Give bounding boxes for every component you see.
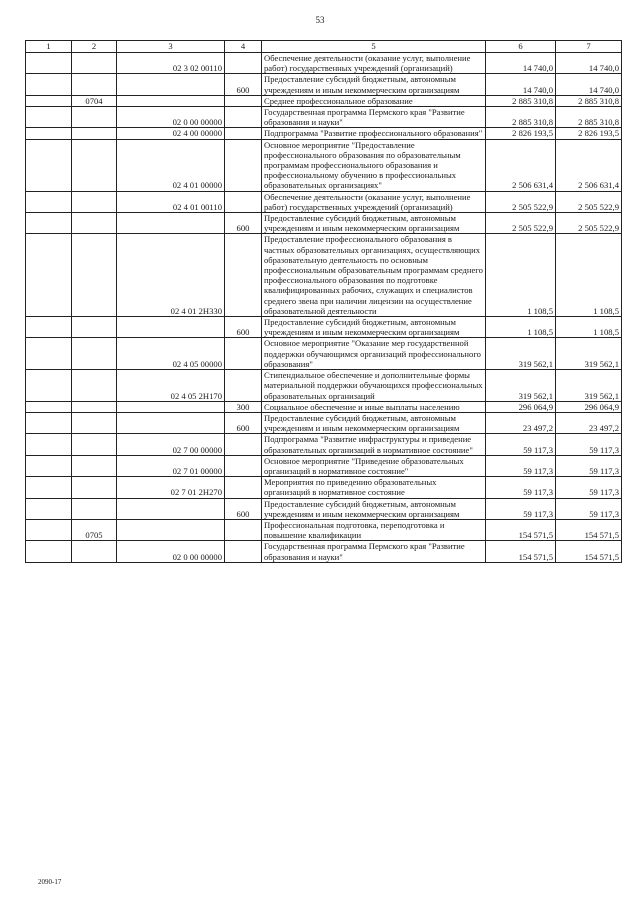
cell-section-code xyxy=(72,370,117,402)
cell-name: Профессиональная подготовка, переподготовка и повышение квалификации xyxy=(262,519,486,540)
cell-target-article: 02 4 05 00000 xyxy=(117,338,225,370)
table-header-row xyxy=(26,41,622,53)
cell-col1 xyxy=(26,317,72,338)
column-header: 7 xyxy=(556,41,622,53)
cell-col1 xyxy=(26,95,72,106)
cell-name: Подпрограмма "Развитие профессионального образования" xyxy=(262,128,486,139)
table-row xyxy=(26,107,622,128)
cell-name: Стипендиальное обеспечение и дополнительные формы материальной поддержки обучающихся профессиональных образовательных организаций xyxy=(262,370,486,402)
cell-amount-year2: 59 117,3 xyxy=(556,498,622,519)
table-row xyxy=(26,412,622,433)
cell-amount-year1: 2 826 193,5 xyxy=(486,128,556,139)
cell-amount-year1: 2 506 631,4 xyxy=(486,139,556,191)
cell-expense-type xyxy=(225,434,262,455)
table-row xyxy=(26,455,622,476)
cell-col1 xyxy=(26,191,72,212)
cell-amount-year2: 14 740,0 xyxy=(556,74,622,95)
column-header: 4 xyxy=(225,41,262,53)
table-row xyxy=(26,434,622,455)
table-row xyxy=(26,370,622,402)
cell-col1 xyxy=(26,412,72,433)
cell-expense-type xyxy=(225,519,262,540)
cell-expense-type xyxy=(225,455,262,476)
cell-target-article: 02 0 00 00000 xyxy=(117,107,225,128)
cell-expense-type: 600 xyxy=(225,213,262,234)
cell-amount-year1: 1 108,5 xyxy=(486,234,556,317)
cell-target-article xyxy=(117,213,225,234)
cell-amount-year1: 59 117,3 xyxy=(486,455,556,476)
cell-name: Предоставление субсидий бюджетным, автономным учреждениям и иным некоммерческим организациям xyxy=(262,213,486,234)
cell-name: Основное мероприятие "Приведение образовательных организаций в нормативное состояние" xyxy=(262,455,486,476)
cell-amount-year2: 59 117,3 xyxy=(556,434,622,455)
table-row xyxy=(26,139,622,191)
cell-target-article: 02 4 01 00000 xyxy=(117,139,225,191)
cell-expense-type xyxy=(225,191,262,212)
cell-amount-year1: 14 740,0 xyxy=(486,53,556,74)
table-row xyxy=(26,74,622,95)
cell-target-article: 02 4 05 2Н170 xyxy=(117,370,225,402)
cell-expense-type: 600 xyxy=(225,317,262,338)
column-header: 6 xyxy=(486,41,556,53)
cell-expense-type: 300 xyxy=(225,401,262,412)
cell-amount-year1: 59 117,3 xyxy=(486,434,556,455)
cell-section-code xyxy=(72,139,117,191)
cell-amount-year1: 154 571,5 xyxy=(486,519,556,540)
table-row xyxy=(26,401,622,412)
cell-section-code xyxy=(72,107,117,128)
cell-amount-year1: 2 505 522,9 xyxy=(486,213,556,234)
cell-col1 xyxy=(26,53,72,74)
cell-amount-year2: 59 117,3 xyxy=(556,455,622,476)
cell-expense-type: 600 xyxy=(225,498,262,519)
cell-target-article: 02 4 00 00000 xyxy=(117,128,225,139)
table-row xyxy=(26,53,622,74)
cell-amount-year2: 2 885 310,8 xyxy=(556,107,622,128)
column-header: 5 xyxy=(262,41,486,53)
cell-amount-year1: 59 117,3 xyxy=(486,477,556,498)
cell-amount-year1: 14 740,0 xyxy=(486,74,556,95)
cell-target-article xyxy=(117,498,225,519)
cell-amount-year2: 154 571,5 xyxy=(556,541,622,562)
cell-amount-year1: 1 108,5 xyxy=(486,317,556,338)
cell-target-article xyxy=(117,401,225,412)
cell-target-article xyxy=(117,317,225,338)
cell-col1 xyxy=(26,370,72,402)
cell-amount-year2: 2 885 310,8 xyxy=(556,95,622,106)
cell-col1 xyxy=(26,74,72,95)
cell-target-article: 02 7 01 2Н270 xyxy=(117,477,225,498)
cell-target-article: 02 7 00 00000 xyxy=(117,434,225,455)
cell-target-article: 02 0 00 00000 xyxy=(117,541,225,562)
cell-amount-year1: 2 505 522,9 xyxy=(486,191,556,212)
cell-col1 xyxy=(26,213,72,234)
table-row xyxy=(26,213,622,234)
cell-section-code xyxy=(72,455,117,476)
cell-expense-type xyxy=(225,338,262,370)
table-row xyxy=(26,128,622,139)
cell-name: Предоставление профессионального образования в частных образовательных организациях, осуществляющих образовательную деятельность по основным профессиональным образовательным программам среднего профессионального образования по подготовке квалифицированных рабочих, служащих и специалистов среднего звена при наличии лицензии на осуществление образовательной деятельности xyxy=(262,234,486,317)
cell-expense-type xyxy=(225,477,262,498)
cell-section-code xyxy=(72,317,117,338)
cell-name: Социальное обеспечение и иные выплаты населению xyxy=(262,401,486,412)
cell-expense-type xyxy=(225,128,262,139)
cell-amount-year2: 23 497,2 xyxy=(556,412,622,433)
column-header: 3 xyxy=(117,41,225,53)
table-row xyxy=(26,191,622,212)
cell-col1 xyxy=(26,139,72,191)
cell-target-article: 02 7 01 00000 xyxy=(117,455,225,476)
cell-expense-type xyxy=(225,541,262,562)
cell-expense-type xyxy=(225,139,262,191)
cell-name: Предоставление субсидий бюджетным, автономным учреждениям и иным некоммерческим организациям xyxy=(262,74,486,95)
cell-expense-type xyxy=(225,234,262,317)
cell-section-code xyxy=(72,477,117,498)
table-row xyxy=(26,95,622,106)
column-header: 1 xyxy=(26,41,72,53)
table-row xyxy=(26,519,622,540)
cell-amount-year2: 2 505 522,9 xyxy=(556,191,622,212)
cell-section-code xyxy=(72,74,117,95)
cell-name: Обеспечение деятельности (оказание услуг, выполнение работ) государственных учреждений (организаций) xyxy=(262,191,486,212)
cell-amount-year2: 14 740,0 xyxy=(556,53,622,74)
cell-amount-year2: 296 064,9 xyxy=(556,401,622,412)
cell-amount-year1: 319 562,1 xyxy=(486,338,556,370)
cell-section-code xyxy=(72,401,117,412)
cell-amount-year1: 2 885 310,8 xyxy=(486,95,556,106)
cell-amount-year2: 59 117,3 xyxy=(556,477,622,498)
cell-amount-year1: 319 562,1 xyxy=(486,370,556,402)
cell-target-article xyxy=(117,95,225,106)
cell-expense-type xyxy=(225,53,262,74)
cell-amount-year1: 2 885 310,8 xyxy=(486,107,556,128)
cell-section-code xyxy=(72,191,117,212)
cell-amount-year2: 154 571,5 xyxy=(556,519,622,540)
cell-name: Обеспечение деятельности (оказание услуг, выполнение работ) государственных учреждений (организаций) xyxy=(262,53,486,74)
cell-col1 xyxy=(26,234,72,317)
cell-col1 xyxy=(26,455,72,476)
cell-section-code xyxy=(72,541,117,562)
cell-section-code xyxy=(72,412,117,433)
table-row xyxy=(26,317,622,338)
table-row xyxy=(26,234,622,317)
cell-col1 xyxy=(26,338,72,370)
cell-expense-type xyxy=(225,370,262,402)
cell-amount-year1: 23 497,2 xyxy=(486,412,556,433)
budget-table xyxy=(25,40,622,563)
cell-section-code xyxy=(72,53,117,74)
cell-col1 xyxy=(26,519,72,540)
cell-name: Мероприятия по приведению образовательных организаций в нормативное состояние xyxy=(262,477,486,498)
cell-amount-year2: 319 562,1 xyxy=(556,370,622,402)
cell-target-article: 02 4 01 00110 xyxy=(117,191,225,212)
cell-name: Основное мероприятие "Предоставление профессионального образования по образовательным программам профессионального образования и профессиональному обучению в профессиональных образовательных организациях" xyxy=(262,139,486,191)
cell-name: Государственная программа Пермского края "Развитие образования и науки" xyxy=(262,107,486,128)
cell-col1 xyxy=(26,477,72,498)
cell-target-article xyxy=(117,412,225,433)
table-row xyxy=(26,338,622,370)
cell-section-code: 0704 xyxy=(72,95,117,106)
cell-section-code xyxy=(72,213,117,234)
cell-amount-year2: 2 505 522,9 xyxy=(556,213,622,234)
cell-target-article: 02 3 02 00110 xyxy=(117,53,225,74)
cell-col1 xyxy=(26,434,72,455)
cell-amount-year2: 2 506 631,4 xyxy=(556,139,622,191)
cell-name: Государственная программа Пермского края "Развитие образования и науки" xyxy=(262,541,486,562)
cell-name: Предоставление субсидий бюджетным, автономным учреждениям и иным некоммерческим организациям xyxy=(262,412,486,433)
cell-name: Подпрограмма "Развитие инфраструктуры и приведение образовательных организаций в нормативное состояние" xyxy=(262,434,486,455)
cell-amount-year1: 59 117,3 xyxy=(486,498,556,519)
cell-expense-type: 600 xyxy=(225,74,262,95)
cell-name: Среднее профессиональное образование xyxy=(262,95,486,106)
cell-amount-year2: 1 108,5 xyxy=(556,317,622,338)
cell-section-code xyxy=(72,434,117,455)
table-row xyxy=(26,498,622,519)
cell-target-article: 02 4 01 2Н330 xyxy=(117,234,225,317)
cell-col1 xyxy=(26,541,72,562)
cell-amount-year2: 319 562,1 xyxy=(556,338,622,370)
cell-col1 xyxy=(26,107,72,128)
cell-name: Предоставление субсидий бюджетным, автономным учреждениям и иным некоммерческим организациям xyxy=(262,498,486,519)
cell-name: Предоставление субсидий бюджетным, автономным учреждениям и иным некоммерческим организациям xyxy=(262,317,486,338)
footer-code: 2090-17 xyxy=(38,878,62,886)
cell-section-code: 0705 xyxy=(72,519,117,540)
cell-expense-type: 600 xyxy=(225,412,262,433)
cell-amount-year1: 154 571,5 xyxy=(486,541,556,562)
cell-section-code xyxy=(72,234,117,317)
cell-amount-year2: 2 826 193,5 xyxy=(556,128,622,139)
cell-target-article xyxy=(117,74,225,95)
cell-col1 xyxy=(26,128,72,139)
cell-expense-type xyxy=(225,107,262,128)
cell-amount-year1: 296 064,9 xyxy=(486,401,556,412)
column-header: 2 xyxy=(72,41,117,53)
cell-section-code xyxy=(72,498,117,519)
cell-col1 xyxy=(26,498,72,519)
cell-amount-year2: 1 108,5 xyxy=(556,234,622,317)
cell-name: Основное мероприятие "Оказание мер государственной поддержки обучающимся организаций профессионального образования" xyxy=(262,338,486,370)
cell-expense-type xyxy=(225,95,262,106)
cell-target-article xyxy=(117,519,225,540)
cell-col1 xyxy=(26,401,72,412)
table-row xyxy=(26,477,622,498)
cell-section-code xyxy=(72,128,117,139)
cell-section-code xyxy=(72,338,117,370)
page-number: 53 xyxy=(315,15,325,25)
table-row xyxy=(26,541,622,562)
